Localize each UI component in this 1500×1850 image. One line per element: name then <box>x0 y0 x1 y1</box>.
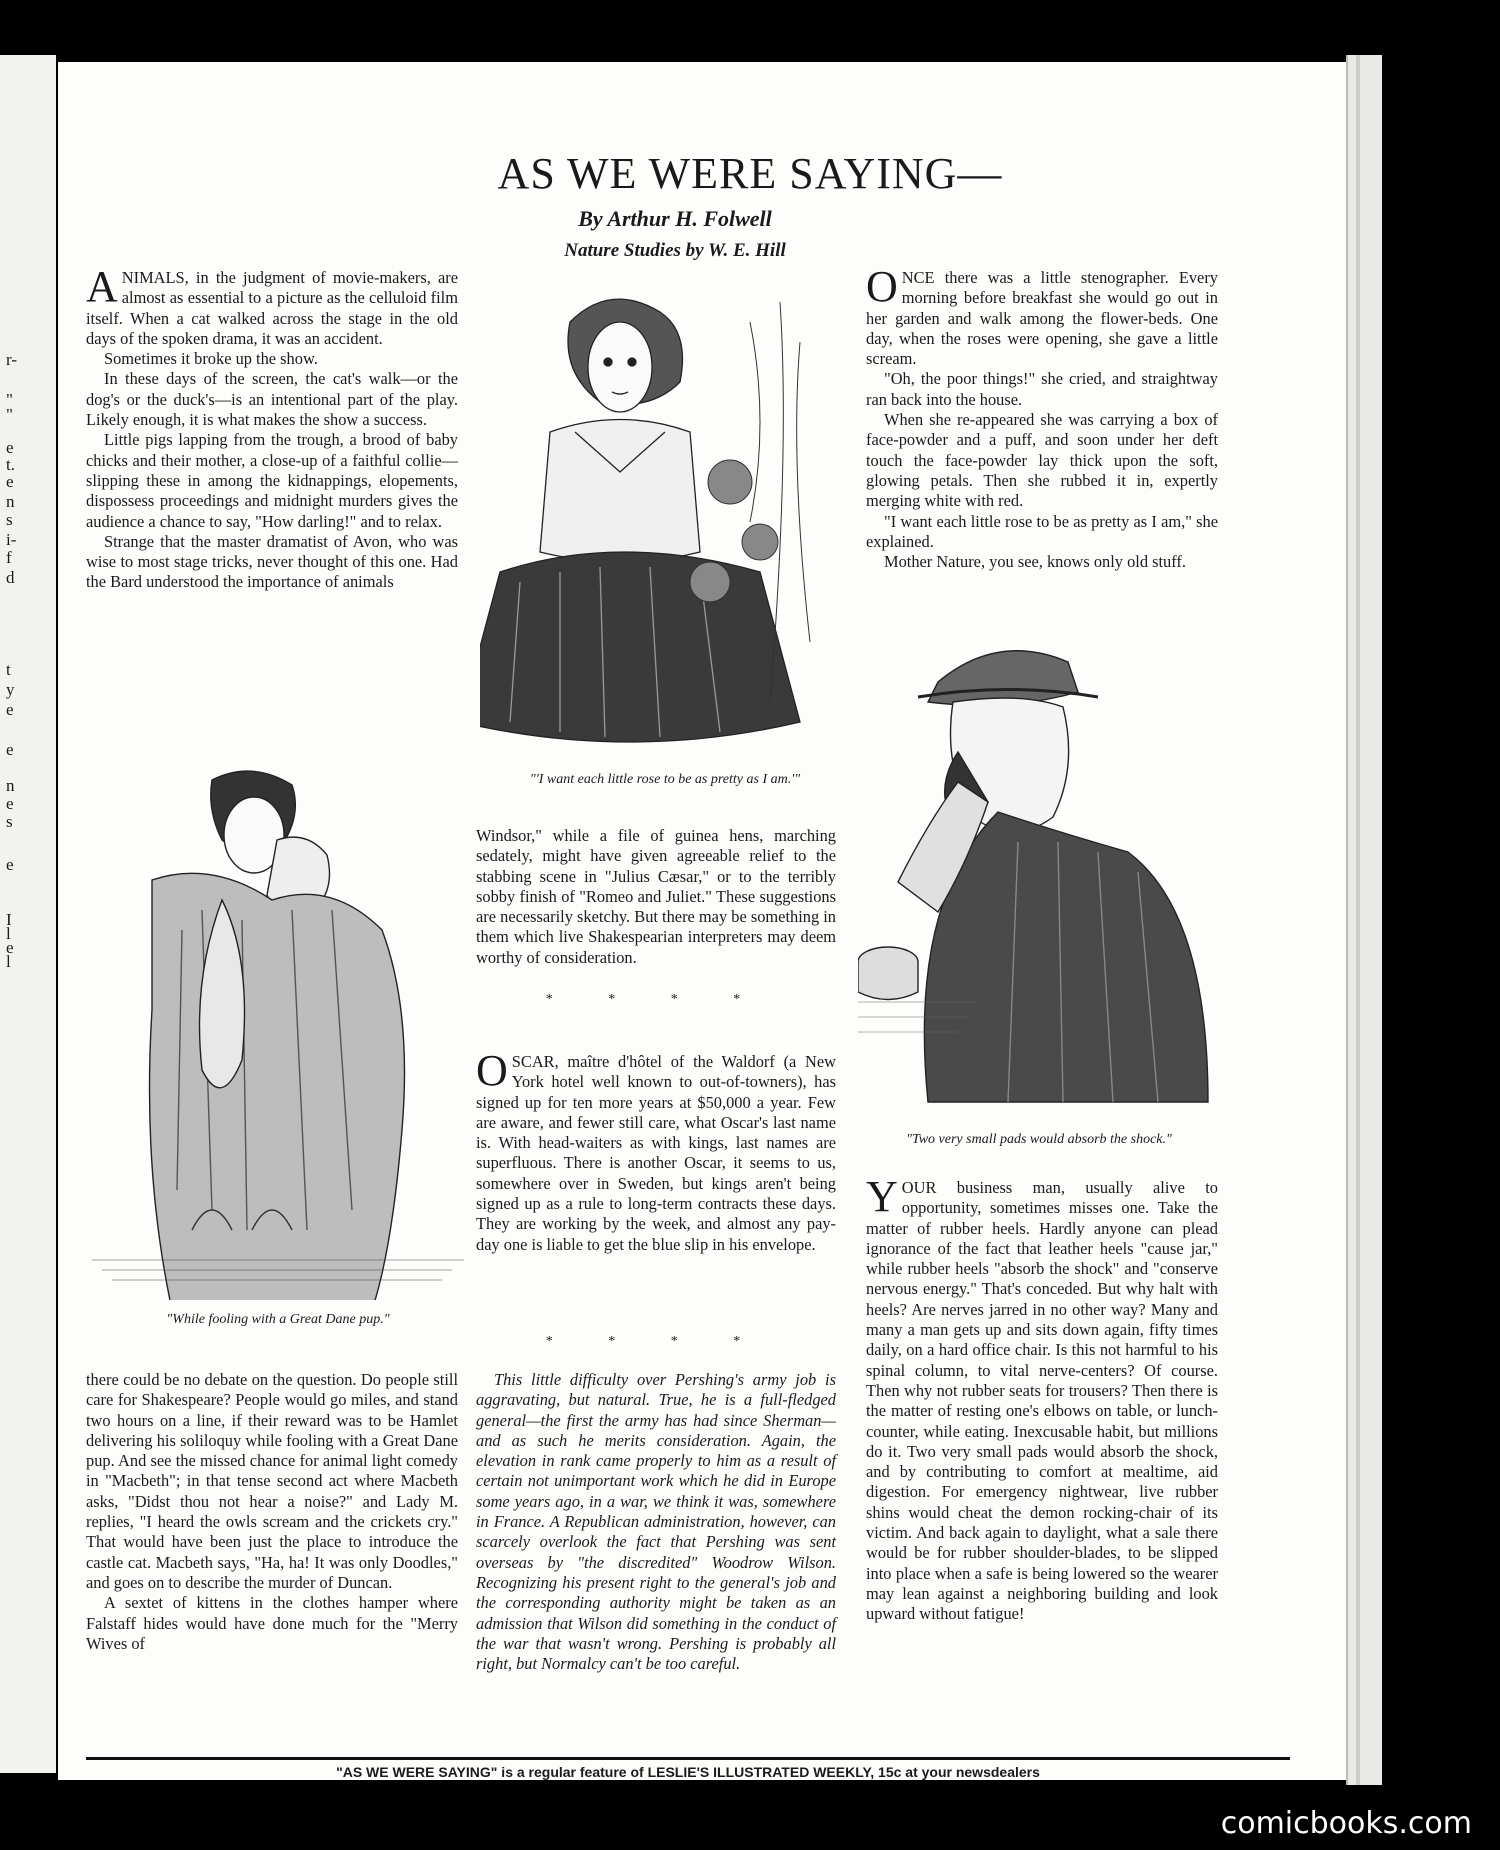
paragraph: NIMALS, in the judgment of movie-makers, are almost as essential to a picture as the celluloid film itself. When a cat walked across the stage in the old days of the spoken drama, it was an accident. <box>86 268 458 348</box>
paragraph: When she re-appeared she was carrying a box of face-powder and a puff, and soon under her deft touch the face-powder lay thick upon the soft, glowing petals. Then she rubbed it in, expertly merging white with red. <box>866 410 1218 511</box>
facing-page-letter: y <box>6 680 15 699</box>
watermark: comicbooks.com <box>1220 1806 1472 1841</box>
facing-page-letter: e <box>6 700 14 719</box>
facing-page-letter: n <box>6 492 15 511</box>
paragraph: there could be no debate on the question. Do people still care for Shakespeare? People would go miles, and stand two hours on a line, if their reward was to be Hamlet delivering his soliloquy while fooling with a Great Dane pup. And see the missed chance for animal light comedy in "Macbeth"; in that tense second act where Macbeth asks, "Didst thou not hear a noise?" and Lady M. replies, "I heard the owls scream and the crickets cry." That would have been just the place to introduce the castle cat. Macbeth says, "Ha, ha! It was only Doodles," and goes on to describe the murder of Duncan. <box>86 1370 458 1592</box>
facing-page-letter: n <box>6 776 15 795</box>
facing-page-letter: l <box>6 952 11 971</box>
facing-page-letter: e <box>6 438 14 457</box>
man-eating-illustration <box>858 622 1220 1122</box>
facing-page-letter: t <box>6 660 11 679</box>
facing-page-letter: " <box>6 390 13 409</box>
paragraph: In these days of the screen, the cat's walk—or the dog's or the duck's—is an intentional part of the play. Likely enough, it is what makes the show a success. <box>86 369 458 430</box>
paragraph: Sometimes it broke up the show. <box>104 349 318 369</box>
hamlet-caption: "While fooling with a Great Dane pup." <box>166 1312 390 1327</box>
facing-page-letter: d <box>6 568 15 587</box>
page-edge <box>1346 55 1382 1785</box>
man-caption: "Two very small pads would absorb the shock." <box>906 1132 1172 1147</box>
article-title: AS WE WERE SAYING— <box>497 149 1003 198</box>
facing-page-letter: s <box>6 812 13 831</box>
column-3-top <box>866 262 1218 572</box>
facing-page-letter: e <box>6 794 14 813</box>
column-1-top <box>86 262 458 593</box>
paragraph: This little difficulty over Pershing's army job is aggravating, but natural. True, he is a full-fledged general—the first the army has had since Sherman—and as such he merits consideration. Again, the elevation in rank came properly to him as a result of certain not unimportant work which he did in Europe some years ago, in a war, we think it was, somewhere in France. A Republican administration, however, can scarcely overlook the fact that Pershing was sent overseas by "the discredited" Woodrow Wilson. Recognizing his present right to the general's job and the corresponding authority might be taken as an admission that Wilson did something in the conduct of the war that wasn't wrong. Pershing is probably all right, but Normalcy can't be too careful. <box>476 1370 836 1674</box>
paragraph: "Oh, the poor things!" she cried, and straightway ran back into the house. <box>866 369 1218 409</box>
drop-cap: O <box>476 1046 508 1095</box>
section-divider: * * * * <box>545 1334 767 1349</box>
page-footer: "AS WE WERE SAYING" is a regular feature of LESLIE'S ILLUSTRATED WEEKLY, 15c at your newsdealers <box>86 1757 1290 1780</box>
facing-page-letter: e <box>6 740 14 759</box>
facing-page-letter: i- <box>6 530 17 549</box>
facing-page-fragment <box>0 55 56 1773</box>
facing-page-letter: I <box>6 910 12 929</box>
drop-cap: Y <box>866 1172 898 1221</box>
paragraph: NCE there was a little stenographer. Every morning before breakfast she would go out in her garden and walk among the flower-beds. One day, when the roses were opening, she gave a little scream. <box>866 268 1218 369</box>
facing-page-letter: s <box>6 510 13 529</box>
paragraph: A sextet of kittens in the clothes hamper where Falstaff hides would have done much for the "Merry Wives of <box>86 1593 458 1653</box>
author-byline: By Arthur H. Folwell <box>578 206 772 231</box>
facing-page-letter: e <box>6 472 14 491</box>
facing-page-letter: t. <box>6 455 15 474</box>
facing-page-letter: " <box>6 405 13 424</box>
paragraph: Little pigs lapping from the trough, a brood of baby chicks and their mother, a close-up of a faithful collie—slipping these in among the kidnappings, elopements, dispossess proceedings and midnight murders gives the audience a chance to say, "How darling!" and to relax. <box>86 430 458 531</box>
drop-cap: A <box>86 262 118 311</box>
facing-page-letter: e <box>6 855 14 874</box>
paragraph: "I want each little rose to be as pretty as I am," she explained. <box>866 511 1218 551</box>
facing-page-letter: l <box>6 924 11 943</box>
drop-cap: O <box>866 262 898 311</box>
column-1-bottom <box>86 1370 458 1654</box>
paragraph: SCAR, maître d'hôtel of the Waldorf (a New York hotel well known to out-of-towners), has signed up for ten more years at $50,000 a year. Few are aware, and fewer still care, what Oscar's last name is. With head-waiters as with kings, last names are superfluous. There is another Oscar, it seems to us, somewhere over in Sweden, but kings aren't being signed up as a rule to long-term contracts these days. They are working by the week, and almost any pay-day one is liable to get the blue slip in his envelope. <box>476 1052 836 1254</box>
paragraph: Strange that the master dramatist of Avon, who was wise to most stage tricks, never thought of this one. Had the Bard understood the importance of animals <box>86 531 458 592</box>
facing-page-letter: f <box>6 548 12 567</box>
paragraph: Mother Nature, you see, knows only old stuff. <box>884 552 1186 572</box>
hamlet-illustration <box>92 760 464 1300</box>
page-edge-line <box>1356 55 1360 1785</box>
paragraph: OUR business man, usually alive to opportunity, sometimes misses one. Take the matter of rubber heels. Hardly anyone can plead ignorance of the fact that leather heels "cause jar," while rubber heels "absorb the shock" and "conserve nervous energy." That's conceded. But why halt with heels? Are nerves jarred in no other way? Many and many a man gets up and sits down again, fifty times daily, on a hard office chair. Is this not harmful to his spinal column, to vital nerve-centers? Of course. Then why not rubber seats for trousers? Then there is the matter of resting one's elbows on table, or lunch-counter, while eating. Inexcusable habit, but millions do it. Two very small pads would absorb the shock, and by contributing to comfort at mealtime, aid digestion. For emergency nightwear, live rubber shins would cheat the demon rocking-chair of its victim. And back again to daylight, what a sale there would be for rubber shoulder-blades, to be slipped into place when a safe is being lowered so the wearer may lean against a neighboring building and look upward without fatigue! <box>866 1178 1218 1624</box>
facing-page-letter: r- <box>6 350 17 369</box>
column-2-oscar <box>476 1046 836 1255</box>
girl-with-roses-illustration <box>480 282 850 752</box>
section-divider: * * * * <box>545 992 767 1007</box>
column-3-bottom <box>866 1172 1218 1625</box>
facing-page-letter: e <box>6 938 14 957</box>
illustrator-credit: Nature Studies by W. E. Hill <box>564 240 786 261</box>
column-2-pershing <box>476 1370 836 1674</box>
column-2-middle <box>476 826 836 968</box>
paragraph: Windsor," while a file of guinea hens, marching sedately, might have given agreeable relief to the stabbing scene in "Julius Cæsar," or to the terribly sobby finish of "Romeo and Juliet." These suggestions are necessarily sketchy. But there may be something in them which live Shakespearian interpreters may deem worthy of consideration. <box>476 826 836 967</box>
girl-caption: "'I want each little rose to be as pretty as I am.'" <box>529 772 801 787</box>
